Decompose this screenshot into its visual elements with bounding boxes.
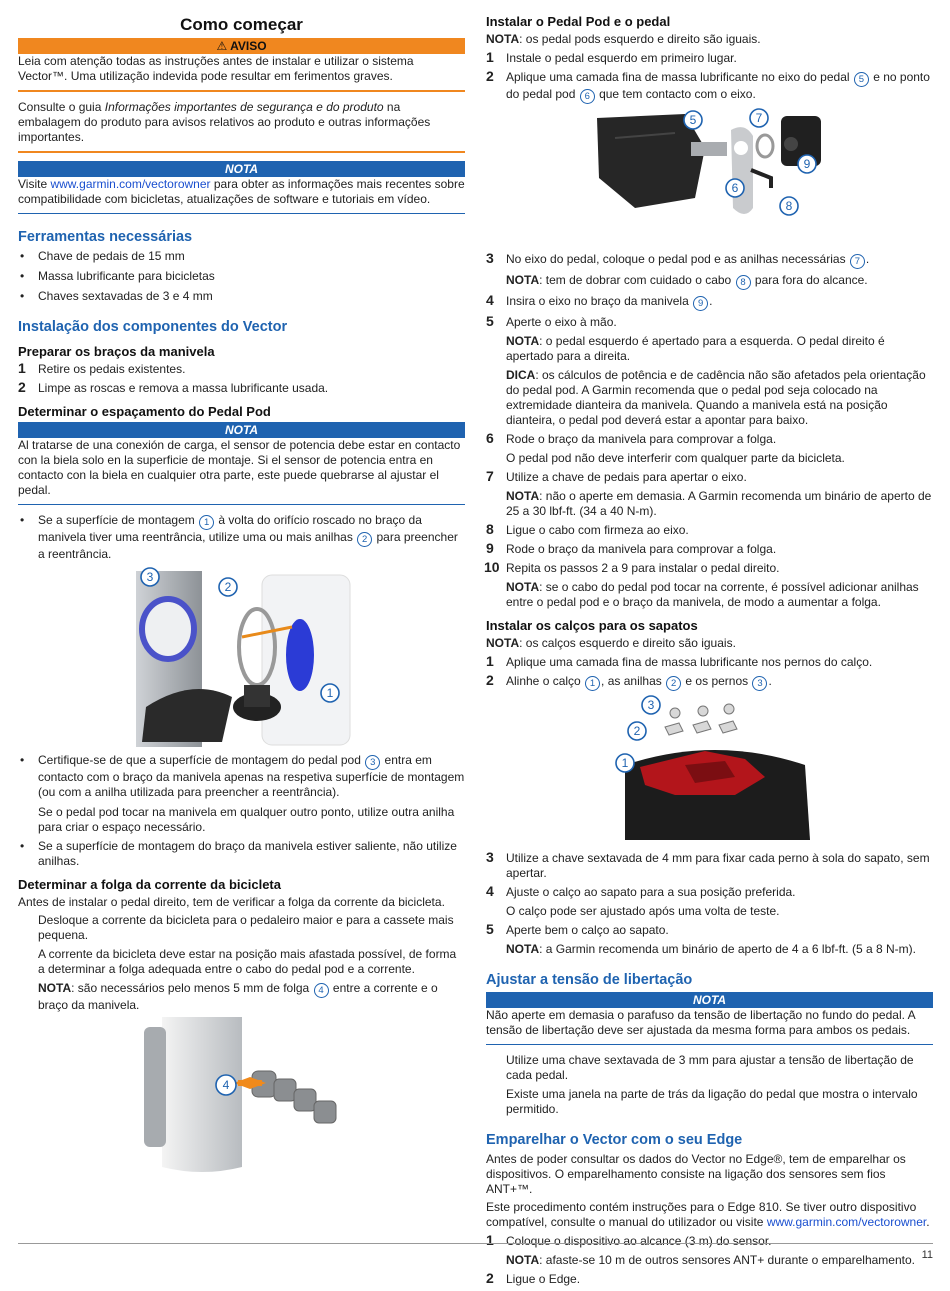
pair-paragraph: Este procedimento contém instruções para o Edge 810. Se tiver outro dispositivo compatível, consulte o manual do utilizador ou visite www.garmin.com/vectorowner. — [486, 1200, 930, 1229]
note-banner: NOTA — [18, 161, 465, 177]
step-sub: O calço pode ser ajustado após uma volta de teste. — [506, 904, 780, 918]
tension-note: Não aperte em demasia o parafuso da tensão de libertação no fundo do pedal. A tensão de libertação deve ser ajustada da mesma forma para ambos os pedais. — [486, 1008, 915, 1037]
cleat-note: NOTA: os calços esquerdo e direito são iguais. — [486, 636, 736, 650]
callout-4: 4 — [314, 983, 329, 998]
pedal-heading: Instalar o Pedal Pod e o pedal — [486, 14, 671, 29]
fig-callout-3: 3 — [647, 698, 654, 712]
pair-paragraph: Antes de poder consultar os dados do Vector no Edge®, tem de emparelhar os dispositivos. O emparelhamento consiste na ligação dos sensores sem fios ANT+™. — [486, 1152, 906, 1196]
step-item: 1 Instale o pedal esquerdo em primeiro lugar. — [486, 49, 737, 65]
callout-2: 2 — [666, 676, 681, 691]
prep-heading: Preparar os braços da manivela — [18, 344, 215, 359]
chain-intro: Antes de instalar o pedal direito, tem de verificar a folga da corrente da bicicleta. — [18, 895, 445, 909]
callout-2: 2 — [357, 532, 372, 547]
page-number: 11 — [921, 1249, 933, 1261]
warning-banner — [18, 38, 465, 54]
callout-3: 3 — [365, 755, 380, 770]
step-note: NOTA: o pedal esquerdo é apertado para a esquerda. O pedal direito é apertado para a direita. — [506, 334, 885, 363]
pedal-note: NOTA: os pedal pods esquerdo e direito são iguais. — [486, 32, 761, 46]
fig-callout-1: 1 — [326, 686, 333, 700]
fig-callout-6: 6 — [731, 181, 738, 195]
list-item: • Se a superfície de montagem do braço da manivela estiver saliente, não utilize anilhas. — [18, 839, 465, 869]
fig-callout-8: 8 — [785, 199, 792, 213]
tools-heading: Ferramentas necessárias — [18, 229, 193, 245]
tension-paragraph: Existe uma janela na parte de trás da ligação do pedal que mostra o intervalo permitido. — [506, 1087, 918, 1116]
step-item: 4 Insira o eixo no braço da manivela 9 . — [486, 292, 713, 309]
fig-callout-9: 9 — [803, 157, 810, 171]
step-item: 8 Ligue o cabo com firmeza ao eixo. — [486, 521, 689, 537]
step-item: 2 Alinhe o calço 1 , as anilhas 2 e os pernos 3 . — [486, 672, 772, 689]
chain-paragraph: A corrente da bicicleta deve estar na posição mais afastada possível, de forma a determinar a folga adequada entre o cabo do pedal pod e a corrente. — [38, 947, 457, 976]
fig-callout-2: 2 — [633, 724, 640, 738]
step-item: 5 Aperte bem o calço ao sapato. — [486, 921, 669, 937]
pair-heading: Emparelhar o Vector com o seu Edge — [486, 1132, 743, 1148]
fig-callout-4: 4 — [222, 1078, 229, 1092]
step-item: 1 Aplique uma camada fina de massa lubrificante nos pernos do calço. — [486, 653, 873, 669]
callout-3: 3 — [752, 676, 767, 691]
list-item: • Massa lubrificante para bicicletas — [18, 269, 465, 284]
note-banner: NOTA — [18, 422, 465, 438]
divider — [18, 90, 465, 92]
tension-heading: Ajustar a tensão de libertação — [486, 972, 693, 988]
fig-callout-3: 3 — [146, 570, 153, 584]
step-item: 10 Repita os passos 2 a 9 para instalar o pedal direito. — [484, 559, 780, 575]
step-note: NOTA: não o aperte em demasia. A Garmin recomenda um binário de aperto de 25 a 30 lbf-ft. (34 a 40 N-m). — [506, 489, 932, 518]
fig-callout-7: 7 — [755, 111, 762, 125]
fig-callout-2: 2 — [224, 580, 231, 594]
step-item: 1 Retire os pedais existentes. — [18, 360, 186, 376]
vectorowner-link[interactable]: www.garmin.com/vectorowner — [766, 1215, 927, 1229]
step-item: 4 Ajuste o calço ao sapato para a sua posição preferida. — [486, 883, 796, 899]
list-item: • Certifique-se de que a superfície de montagem do pedal pod 3 entra em contacto com o braço da manivela apenas na respetiva superfície de montagem (ou com a anilha utilizada para preencher a reentrância). — [18, 753, 465, 800]
callout-8: 8 — [736, 275, 751, 290]
step-item: 1 Coloque o dispositivo ao alcance (3 m) do sensor. — [486, 1232, 772, 1248]
divider — [486, 1044, 933, 1045]
spacing-heading: Determinar o espaçamento do Pedal Pod — [18, 404, 271, 419]
pedal-pod-figure — [595, 108, 825, 228]
step-item: 7 Utilize a chave de pedais para apertar o eixo. — [486, 468, 747, 484]
tension-paragraph: Utilize uma chave sextavada de 3 mm para ajustar a tensão de libertação de cada pedal. — [506, 1053, 914, 1082]
warning-icon: ⚠ — [216, 39, 228, 53]
cleat-heading: Instalar os calços para os sapatos — [486, 618, 698, 633]
list-item: • Se a superfície de montagem 1 à volta do orifício roscado no braço da manivela tiver uma reentrância, utilize uma ou mais anilhas 2 para preencher a reentrância. — [18, 513, 465, 562]
callout-5: 5 — [854, 72, 869, 87]
warning-text: Leia com atenção todas as instruções antes de instalar e utilizar o sistema Vector™. Uma utilização indevida pode resultar em ferimentos graves. — [18, 54, 414, 83]
list-item: • Chave de pedais de 15 mm — [18, 249, 465, 264]
chain-note: NOTA: são necessários pelo menos 5 mm de folga 4 entre a corrente e o braço da manivela. — [38, 981, 438, 1012]
crank-washer-figure — [132, 567, 352, 747]
step-note: NOTA: tem de dobrar com cuidado o cabo 8 para fora do alcance. — [506, 273, 868, 288]
step-item: 3 No eixo do pedal, coloque o pedal pod e as anilhas necessárias 7 . — [486, 250, 870, 267]
step-item: 2 Aplique uma camada fina de massa lubrificante no eixo do pedal 5 e no ponto do pedal pod 6 que tem contacto com o eixo. — [486, 68, 930, 102]
step-item: 6 Rode o braço da manivela para comprovar a folga. — [486, 430, 777, 446]
callout-6: 6 — [580, 89, 595, 104]
divider — [18, 504, 465, 505]
sub-paragraph: Se o pedal pod tocar na manivela em qualquer outro ponto, utilize outra anilha para criar o espaço necessário. — [38, 805, 455, 834]
page-title: Como começar — [180, 15, 303, 34]
note-text: Visite www.garmin.com/vectorowner para obter as informações mais recentes sobre compatibilidade com bicicletas, atualizações de software e tutoriais em vídeo. — [18, 177, 465, 206]
note-banner: NOTA — [486, 992, 933, 1008]
callout-9: 9 — [693, 296, 708, 311]
list-item: • Chaves sextavadas de 3 e 4 mm — [18, 289, 465, 304]
footer-rule — [18, 1243, 933, 1244]
cleat-figure — [595, 695, 825, 845]
step-tip: DICA: os cálculos de potência e de cadência não são afetados pela orientação do pedal pod. A Garmin recomenda que o pedal pod seja colocado na extremidade dianteira da manivela. Quando a manivela está na posição dianteira, o pedal pod deverá estar a apontar para baixo. — [506, 368, 926, 427]
step-note: NOTA: afaste-se 10 m de outros sensores ANT+ durante o emparelhamento. — [506, 1253, 915, 1267]
callout-1: 1 — [199, 515, 214, 530]
step-item: 5 Aperte o eixo à mão. — [486, 313, 617, 329]
safety-paragraph: Consulte o guia Informações importantes de segurança e do produto na embalagem do produto para avisos relativos ao produto e outras informações importantes. — [18, 100, 431, 144]
divider — [18, 151, 465, 153]
divider — [18, 213, 465, 214]
warning-label: AVISO — [230, 39, 267, 53]
spacing-note: Al tratarse de una conexión de carga, el sensor de potencia debe estar en contacto con la biela solo en la superficie de montaje. Si el sensor de potencia entra en contacto con la biela en cualquier otra parte, este puede quebrarse al ajustar el pedal. — [18, 438, 461, 497]
fig-callout-1: 1 — [621, 756, 628, 770]
right-column — [486, 10, 933, 1291]
step-note: NOTA: a Garmin recomenda um binário de aperto de 4 a 6 lbf-ft. (5 a 8 N-m). — [506, 942, 916, 956]
callout-1: 1 — [585, 676, 600, 691]
step-item: 3 Utilize a chave sextavada de 4 mm para fixar cada perno à sola do sapato, sem apertar. — [486, 849, 930, 880]
step-item: 2 Limpe as roscas e remova a massa lubrificante usada. — [18, 379, 329, 395]
chain-heading: Determinar a folga da corrente da bicicleta — [18, 877, 281, 892]
chain-clearance-figure — [142, 1017, 342, 1177]
fig-callout-5: 5 — [689, 113, 696, 127]
step-note: NOTA: se o cabo do pedal pod tocar na corrente, é possível adicionar anilhas entre o pedal pod e o braço da manivela, de modo a aumentar a folga. — [506, 580, 919, 609]
left-column — [18, 10, 465, 1183]
step-item: 9 Rode o braço da manivela para comprovar a folga. — [486, 540, 777, 556]
chain-paragraph: Desloque a corrente da bicicleta para o pedaleiro maior e para a cassete mais pequena. — [38, 913, 454, 942]
install-heading: Instalação dos componentes do Vector — [18, 319, 288, 335]
vectorowner-link[interactable]: www.garmin.com/vectorowner — [50, 177, 211, 191]
step-sub: O pedal pod não deve interferir com qualquer parte da bicicleta. — [506, 451, 845, 465]
step-item: 2 Ligue o Edge. — [486, 1270, 581, 1286]
callout-7: 7 — [850, 254, 865, 269]
